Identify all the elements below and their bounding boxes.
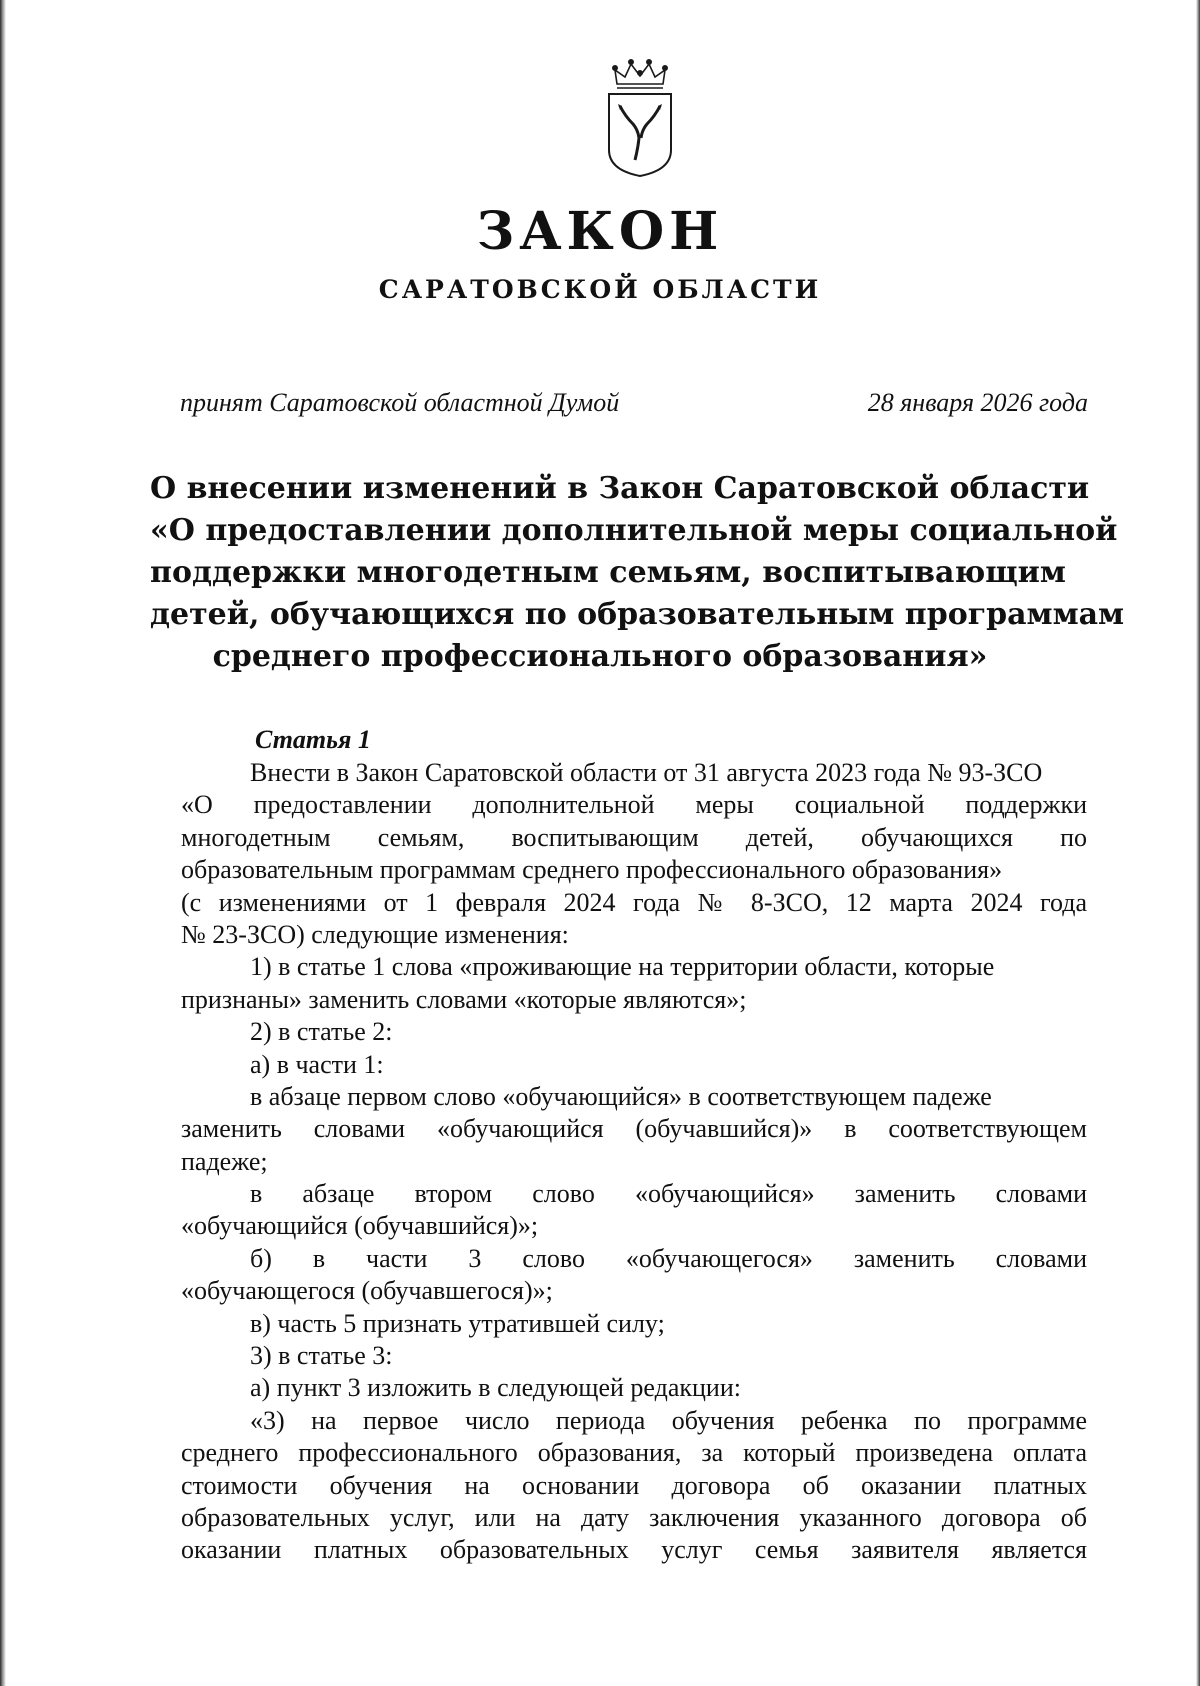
- adopted-date: 28 января 2026 года: [867, 388, 1088, 417]
- body-line: а) в части 1:: [250, 1049, 384, 1079]
- article-body: [181, 757, 1087, 1567]
- body-line: № 23-ЗСО) следующие изменения:: [181, 919, 569, 949]
- crown-icon: [613, 60, 667, 88]
- law-heading: [150, 468, 1125, 678]
- heading-line: «О предоставлении дополнительной меры социальной: [150, 513, 1118, 548]
- body-line: (с изменениями от 1 февраля 2024 года № 8-ЗСО, 12 марта 2024 года: [181, 887, 1087, 917]
- body-line: заменить словами «обучающийся (обучавшийся)» в соответствующем: [181, 1114, 1087, 1144]
- heading-line: О внесении изменений в Закон Саратовской области: [150, 471, 1090, 506]
- body-line: многодетным семьям, воспитывающим детей, обучающихся по: [181, 822, 1087, 852]
- body-line: признаны» заменить словами «которые являются»;: [181, 984, 747, 1014]
- body-line: в абзаце втором слово «обучающийся» заменить словами: [250, 1179, 1087, 1209]
- body-line: 1) в статье 1 слова «проживающие на территории области, которые: [250, 952, 995, 982]
- body-line: падеже;: [181, 1146, 268, 1176]
- law-region: САРАТОВСКОЙ ОБЛАСТИ: [378, 275, 822, 304]
- body-line: а) пункт 3 изложить в следующей редакции:: [250, 1373, 741, 1403]
- body-line: в абзаце первом слово «обучающийся» в соответствующем падеже: [250, 1081, 992, 1111]
- body-line: 3) в статье 3:: [250, 1341, 393, 1371]
- heading-line: поддержки многодетным семьям, воспитывающим: [150, 555, 1066, 590]
- body-line: среднего профессионального образования, за который произведена оплата: [181, 1438, 1087, 1468]
- body-line: «обучающийся (обучавшийся)»;: [181, 1211, 539, 1241]
- law-title: ЗАКОН: [476, 201, 724, 262]
- heading-line: детей, обучающихся по образовательным программам: [150, 597, 1125, 632]
- body-line: стоимости обучения на основании договора об оказании платных: [181, 1470, 1087, 1500]
- body-line: «3) на первое число периода обучения ребенка по программе: [250, 1405, 1087, 1435]
- adopted-by: принят Саратовской областной Думой: [180, 388, 620, 417]
- body-line: Внести в Закон Саратовской области от 31 августа 2023 года № 93-ЗСО: [250, 758, 1043, 787]
- saratov-coat-of-arms-icon: [603, 58, 677, 178]
- body-line: «О предоставлении дополнительной меры социальной поддержки: [181, 790, 1087, 820]
- body-line: образовательных услуг, или на дату заключения указанного договора об: [181, 1502, 1087, 1532]
- article-title: Статья 1: [255, 725, 371, 754]
- body-line: в) часть 5 признать утратившей силу;: [250, 1308, 665, 1338]
- body-line: 2) в статье 2:: [250, 1017, 393, 1047]
- body-line: «обучающегося (обучавшегося)»;: [181, 1276, 553, 1306]
- body-line: оказании платных образовательных услуг семья заявителя является: [181, 1535, 1087, 1565]
- body-line: б) в части 3 слово «обучающегося» заменить словами: [250, 1243, 1087, 1273]
- body-line: образовательным программам среднего профессионального образования»: [181, 855, 1003, 885]
- heading-line: среднего профессионального образования»: [212, 639, 988, 674]
